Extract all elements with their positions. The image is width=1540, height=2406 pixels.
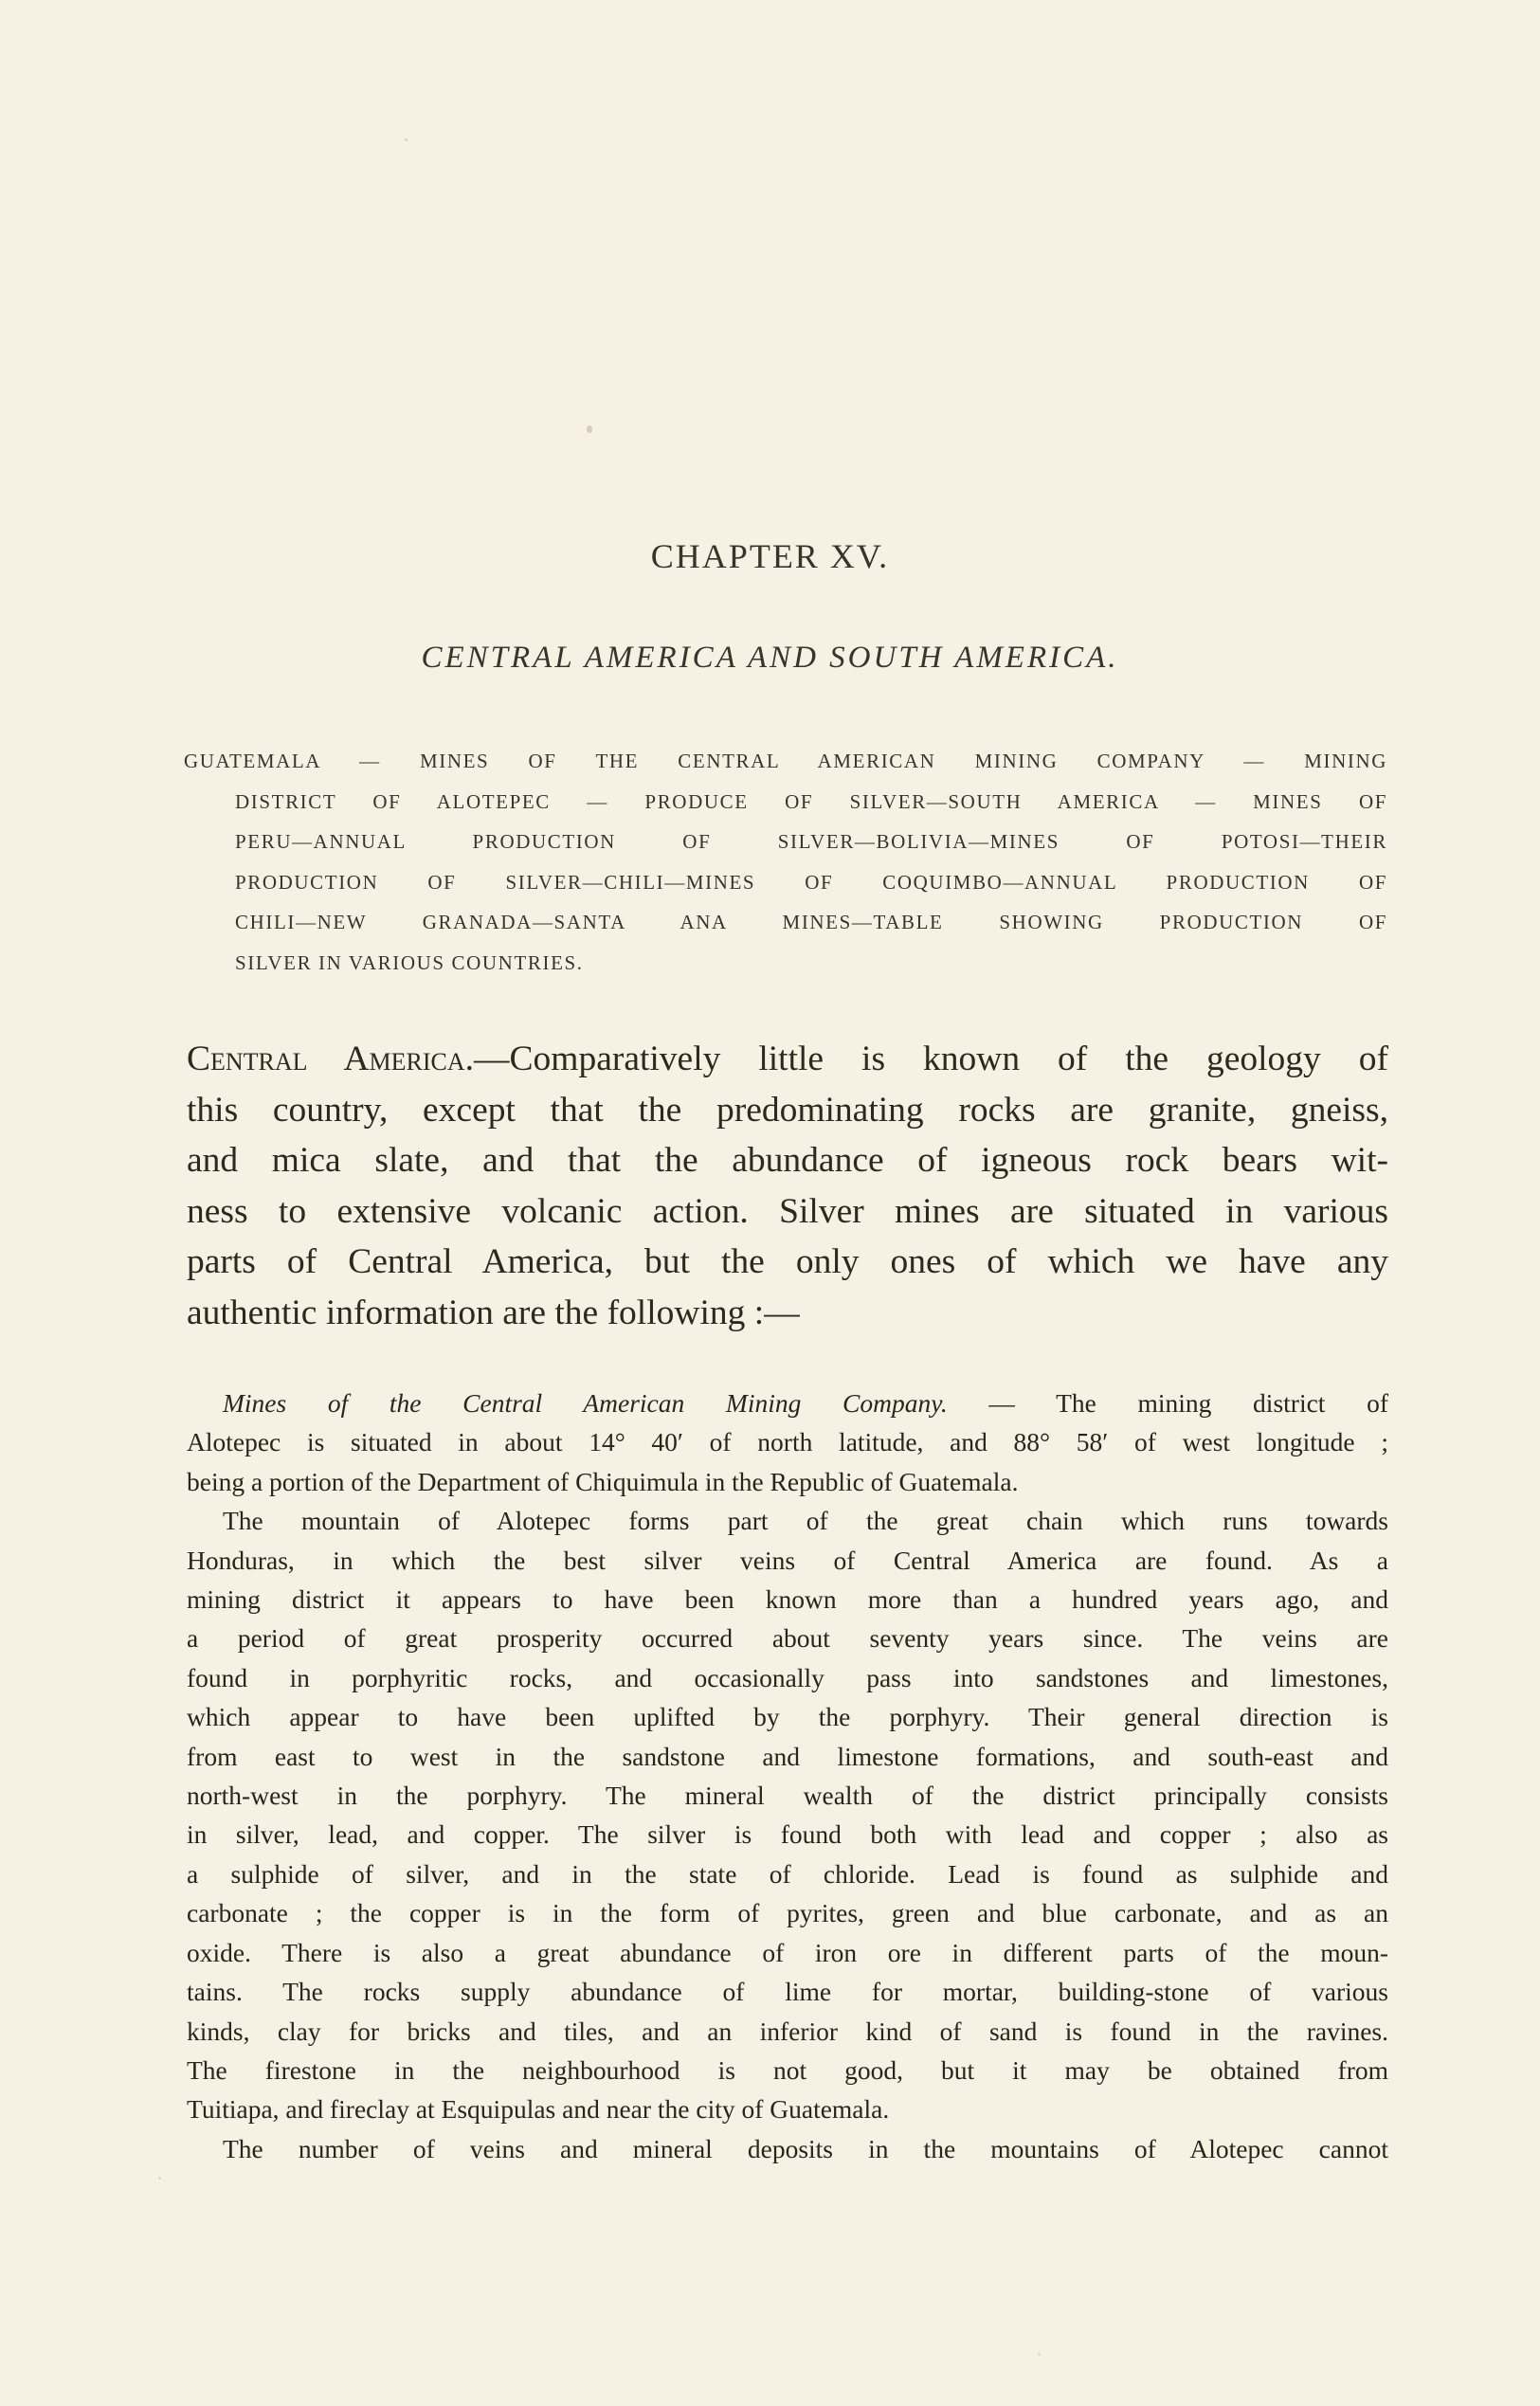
section-body xyxy=(187,1384,1388,2168)
intro-line: this country, except that the predominating rocks are granite, gneiss, xyxy=(187,1090,1388,1130)
intro-paragraph xyxy=(187,1034,1388,1338)
body-line xyxy=(187,1384,1388,1422)
body-line: a period of great prosperity occurred about seventy years since. The veins are xyxy=(187,1623,1388,1654)
intro-heading: Central America. xyxy=(187,1040,475,1078)
body-line: The number of veins and mineral deposits in the mountains of Alotepec cannot xyxy=(223,2133,1388,2163)
intro-line: and mica slate, and that the abundance of igneous rock bears wit- xyxy=(187,1141,1388,1180)
synopsis-line: SILVER IN VARIOUS COUNTRIES. xyxy=(235,950,584,974)
chapter-number: CHAPTER XV. xyxy=(650,537,890,575)
body-line-rest: — The mining district of xyxy=(947,1388,1388,1418)
body-line: kinds, clay for bricks and tiles, and an inferior kind of sand is found in the ravines. xyxy=(187,2016,1388,2046)
synopsis-line: PERU—ANNUAL PRODUCTION OF SILVER—BOLIVIA—MINES OF POTOSI—THEIR xyxy=(235,830,1387,853)
section-heading: Mines of the Central American Mining Company. xyxy=(223,1388,948,1418)
synopsis-line: CHILI—NEW GRANADA—SANTA ANA MINES—TABLE SHOWING PRODUCTION OF xyxy=(235,911,1387,933)
body-line: found in porphyritic rocks, and occasionally pass into sandstones and limestones, xyxy=(187,1662,1388,1692)
synopsis-line: GUATEMALA — MINES OF THE CENTRAL AMERICAN MINING COMPANY — MINING xyxy=(184,750,1387,772)
intro-line-rest: —Comparatively little is known of the geology of xyxy=(474,1040,1388,1078)
intro-line xyxy=(187,1034,1388,1085)
intro-line: parts of Central America, but the only ones of which we have any xyxy=(187,1242,1388,1281)
paper-speck xyxy=(587,425,592,433)
body-line: which appear to have been uplifted by the porphyry. Their general direction is xyxy=(187,1702,1388,1732)
body-line: The mountain of Alotepec forms part of the great chain which runs towards xyxy=(223,1506,1388,1536)
body-line: Tuitiapa, and fireclay at Esquipulas and near the city of Guatemala. xyxy=(187,2094,890,2125)
chapter-synopsis xyxy=(186,741,1387,983)
body-line: from east to west in the sandstone and limestone formations, and south-east and xyxy=(187,1741,1388,1771)
paper-speck xyxy=(405,138,408,141)
body-line: Honduras, in which the best silver veins of Central America are found. As a xyxy=(187,1545,1388,1575)
body-line: being a portion of the Department of Chiquimula in the Republic of Guatemala. xyxy=(187,1466,1019,1496)
body-line: mining district it appears to have been known more than a hundred years ago, and xyxy=(187,1584,1388,1615)
body-line: Alotepec is situated in about 14° 40′ of north latitude, and 88° 58′ of west longitude ; xyxy=(187,1427,1388,1457)
synopsis-line: DISTRICT OF ALOTEPEC — PRODUCE OF SILVER—SOUTH AMERICA — MINES OF xyxy=(235,789,1387,813)
body-line: tains. The rocks supply abundance of lime for mortar, building-stone of various xyxy=(187,1977,1388,2007)
body-line: in silver, lead, and copper. The silver is found both with lead and copper ; also as xyxy=(187,1819,1388,1850)
paper-speck xyxy=(158,2177,161,2180)
body-line: north-west in the porphyry. The mineral wealth of the district principally consists xyxy=(187,1781,1388,1811)
intro-line: ness to extensive volcanic action. Silver mines are situated in various xyxy=(187,1191,1388,1231)
body-line: oxide. There is also a great abundance of iron ore in different parts of the moun- xyxy=(187,1937,1388,1967)
paper-speck xyxy=(1038,2353,1041,2356)
synopsis-line: PRODUCTION OF SILVER—CHILI—MINES OF COQUIMBO—ANNUAL PRODUCTION OF xyxy=(235,870,1387,894)
body-line: The firestone in the neighbourhood is not good, but it may be obtained from xyxy=(187,2054,1388,2085)
body-line: a sulphide of silver, and in the state of chloride. Lead is found as sulphide and xyxy=(187,1858,1388,1889)
intro-line: authentic information are the following :— xyxy=(187,1293,800,1332)
chapter-title: CENTRAL AMERICA AND SOUTH AMERICA. xyxy=(421,641,1119,675)
body-line: carbonate ; the copper is in the form of pyrites, green and blue carbonate, and as an xyxy=(187,1898,1388,1928)
